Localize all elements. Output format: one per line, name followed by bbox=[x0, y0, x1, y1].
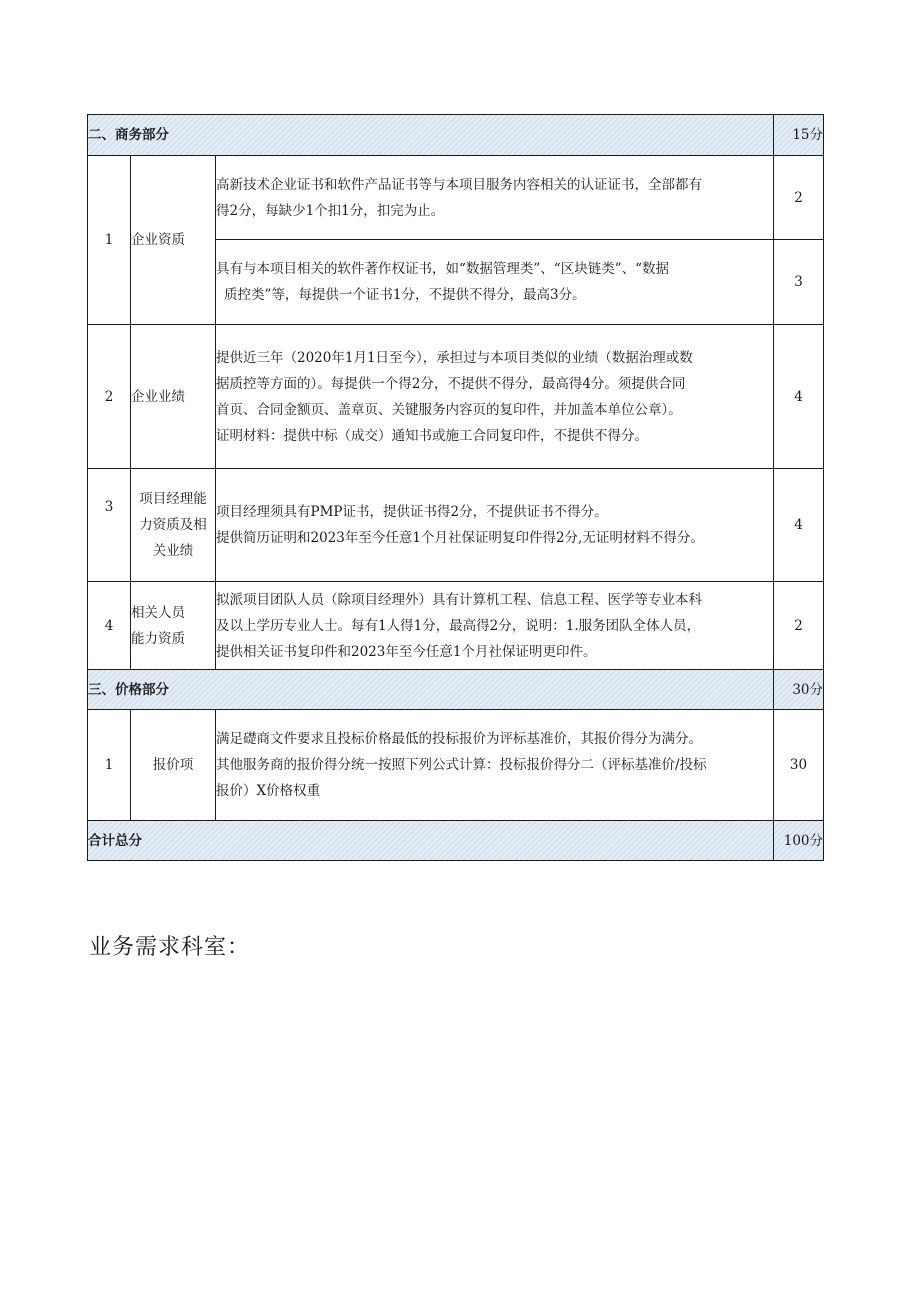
criterion-name-line: 力资质及相 bbox=[139, 517, 207, 533]
criterion-name: 企业业绩 bbox=[131, 325, 216, 469]
row-number: 1 bbox=[88, 156, 131, 325]
business-section-title: 二、商务部分 bbox=[88, 115, 774, 156]
description-line: 得2分，每缺少1个扣1分，扣完为止。 bbox=[216, 202, 445, 219]
criterion-score: 4 bbox=[774, 469, 824, 582]
criterion-description bbox=[216, 156, 774, 240]
description-line: 拟派项目团队人员（除项目经理外）具有计算机工程、信息工程、医学等专业本科 bbox=[216, 591, 702, 608]
description-line: 提供简历证明和2023年至今任意1个月社保证明复印件得2分,无证明材料不得分。 bbox=[216, 530, 704, 546]
criterion-score: 2 bbox=[774, 156, 824, 240]
description-line: 其他服务商的报价得分统一按照下列公式计算：投标报价得分二（评标基准价/投标 bbox=[216, 757, 707, 773]
table-row bbox=[88, 582, 824, 670]
description-line: 报价）X价格权重 bbox=[216, 783, 321, 799]
table-row bbox=[88, 156, 824, 240]
criterion-score: 3 bbox=[774, 240, 824, 325]
criterion-name: 报价项 bbox=[131, 710, 216, 821]
criterion-name bbox=[131, 582, 216, 670]
criterion-name-line: 项目经理能 bbox=[139, 491, 207, 507]
description-line: 首页、合同金额页、盖章页、关键服务内容页的复印件，并加盖本单位公章）。 bbox=[216, 401, 682, 418]
scoring-table bbox=[87, 114, 824, 861]
business-section-score: 15分 bbox=[774, 115, 824, 156]
row-number bbox=[88, 469, 131, 582]
row-number: 1 bbox=[88, 710, 131, 821]
description-line: 提供相关证书复印件和2023年至今任意1个月社保证明更印件。 bbox=[216, 643, 597, 660]
criterion-name bbox=[131, 469, 216, 582]
total-label: 合计总分 bbox=[88, 821, 774, 861]
criterion-name: 企业资质 bbox=[131, 156, 216, 325]
criterion-score: 4 bbox=[774, 325, 824, 469]
table-row bbox=[88, 710, 824, 821]
row-number: 2 bbox=[88, 325, 131, 469]
description-line: 高新技术企业证书和软件产品证书等与本项目服务内容相关的认证证书，全部都有 bbox=[216, 176, 702, 193]
table-row bbox=[88, 325, 824, 469]
price-section-title: 三、价格部分 bbox=[88, 670, 774, 710]
description-line: 满足礎商文件要求且投标价格最低的投标报价为评标基准价，其报价得分为满分。 bbox=[216, 731, 702, 747]
criterion-name-line: 关业绩 bbox=[152, 543, 194, 559]
price-section-row bbox=[88, 670, 824, 710]
criterion-description bbox=[216, 469, 774, 582]
row-number: 4 bbox=[88, 582, 131, 670]
description-line: 据质控等方面的）。每提供一个得2分，不提供不得分，最高得4分。须提供合同 bbox=[216, 375, 686, 392]
criterion-description bbox=[216, 710, 774, 821]
price-section-score: 30分 bbox=[774, 670, 824, 710]
description-line: 提供近三年（2020年1月1日至今），承担过与本项目类似的业绩（数据治理或数 bbox=[216, 349, 693, 366]
criterion-description bbox=[216, 582, 774, 670]
total-row bbox=[88, 821, 824, 861]
criterion-description bbox=[216, 240, 774, 325]
total-score: 100分 bbox=[774, 821, 824, 861]
description-line: 具有与本项目相关的软件著作权证书，如“数据管理类”、“区块链类”、“数据 bbox=[216, 261, 670, 277]
table-row bbox=[88, 469, 824, 582]
criterion-score: 30 bbox=[774, 710, 824, 821]
business-section-row bbox=[88, 115, 824, 156]
row-number-value: 3 bbox=[104, 499, 114, 515]
description-line: 证明材料：提供中标（成交）通知书或施工合同复印件，不提供不得分。 bbox=[216, 427, 648, 444]
description-line: 质控类”等，每提供一个证书1分，不提供不得分，最高3分。 bbox=[224, 287, 586, 303]
criterion-score: 2 bbox=[774, 582, 824, 670]
criterion-description bbox=[216, 325, 774, 469]
department-label: 业务需求科室： bbox=[89, 935, 251, 960]
criterion-name-line: 能力资质 bbox=[131, 630, 185, 647]
description-line: 及以上学历专业人士。每有1人得1分，最高得2分，说明：1.服务团队全体人员， bbox=[216, 617, 701, 634]
criterion-name-line: 相关人员 bbox=[131, 604, 185, 621]
description-line: 项目经理须具有PMP证书，提供证书得2分，不提供证书不得分。 bbox=[216, 504, 608, 520]
